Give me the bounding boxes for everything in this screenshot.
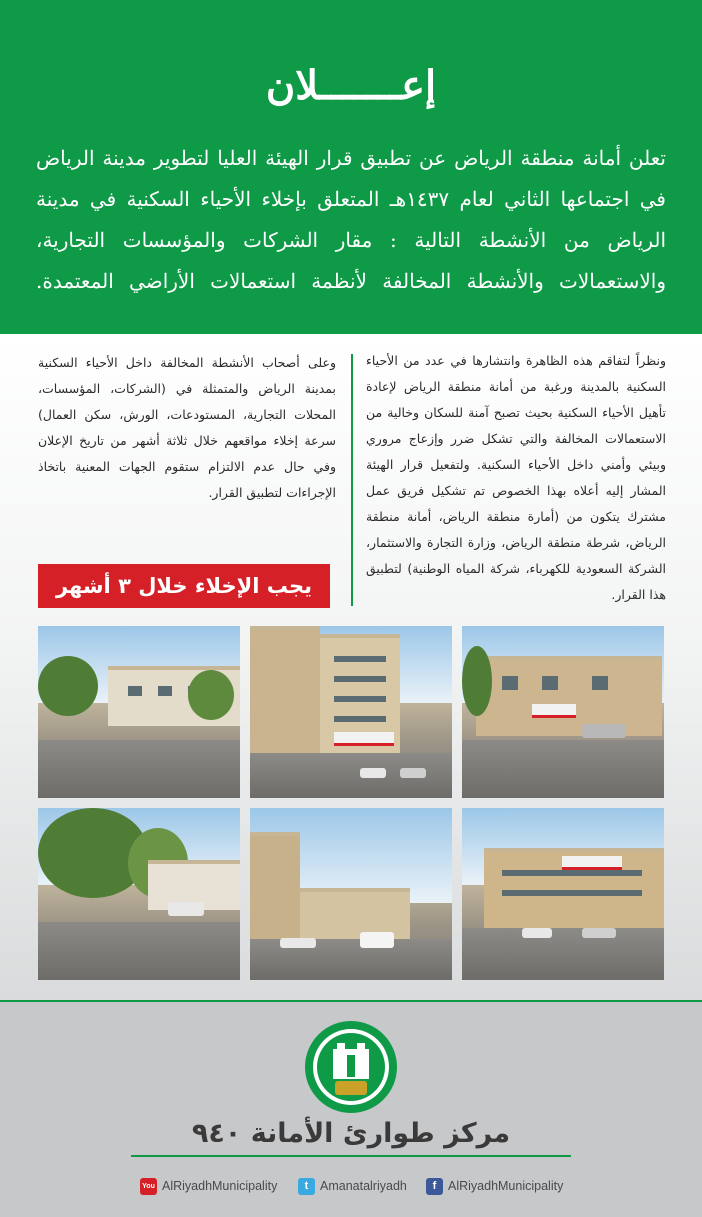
photo-street-corner-1	[38, 626, 240, 798]
photo-trees-villa	[38, 808, 240, 980]
twitter-link[interactable]	[298, 1174, 407, 1198]
youtube-link[interactable]	[140, 1174, 277, 1198]
announcement-title: إعـــــــلان	[265, 62, 437, 109]
social-links	[0, 1174, 702, 1198]
facebook-icon: f	[426, 1178, 443, 1195]
twitter-handle: Amanatalriyadh	[320, 1179, 407, 1193]
hotline-underline	[131, 1155, 571, 1157]
riyadh-emblem-icon	[303, 1019, 399, 1115]
deadline-banner: يجب الإخلاء خلال ٣ أشهر	[38, 564, 330, 608]
footer	[0, 1002, 702, 1217]
body-right-column: ونظراً لتفاقم هذه الظاهرة وانتشارها في عدد من الأحياء السكنية بالمدينة ورغبة من أمانة منطقة الرياض لإعادة تأهيل الأحياء السكنية بحيث تصبح آمنة للسكان وخالية من الاستعمالات المخالفة والتي تشكل ضرر وإزعاج مروري وبيئي وأمني داخل الأحياء السكنية. ولتفعيل قرار الهيئة المشار إليه أعلاه بهذا الخصوص تم تشكيل فريق عمل مشترك يتكون من (أمارة منطقة الرياض، أمانة منطقة الرياض، شرطة منطقة الرياض، وزارة التجارة والاستثمار، الشركة السعودية للكهرباء، شركة المياه الوطنية) لتطبيق هذا القرار.	[366, 353, 666, 602]
photo-office-block	[462, 808, 664, 980]
photo-shop-corner	[462, 626, 664, 798]
youtube-icon: You	[140, 1178, 157, 1195]
riyadh-municipality-logo	[303, 1019, 399, 1115]
photo-commercial-building	[250, 626, 452, 798]
facebook-link[interactable]	[426, 1174, 563, 1198]
facebook-handle: AlRiyadhMunicipality	[448, 1179, 564, 1193]
emergency-hotline: مركز طوارئ الأمانة ٩٤٠	[191, 1118, 511, 1149]
youtube-handle: AlRiyadhMunicipality	[162, 1179, 278, 1193]
photo-street-lamp	[250, 808, 452, 980]
announcement-header	[0, 0, 702, 334]
announcement-intro: تعلن أمانة منطقة الرياض عن تطبيق قرار الهيئة العليا لتطوير مدينة الرياض في اجتماعها الثاني لعام ١٤٣٧هـ المتعلق بإخلاء الأحياء السكنية في مدينة الرياض من الأنشطة التالية : مقار الشركات والمؤسسات التجارية، والاستعمالات والأنشطة المخالفة لأنظمة استعمالات الأراضي المعتمدة.	[36, 146, 666, 293]
announcement-body	[0, 334, 702, 1000]
column-divider	[351, 354, 353, 606]
body-left-column: وعلى أصحاب الأنشطة المخالفة داخل الأحياء السكنية بمدينة الرياض والمتمثلة في (الشركات، المؤسسات، المحلات التجارية، المستودعات، الورش، سكن العمال) سرعة إخلاء مواقعهم خلال ثلاثة أشهر من تاريخ الإعلان وفي حال عدم الالتزام ستقوم الجهات المعنية باتخاذ الإجراءات لتطبيق القرار.	[38, 355, 336, 500]
twitter-icon: t	[298, 1178, 315, 1195]
